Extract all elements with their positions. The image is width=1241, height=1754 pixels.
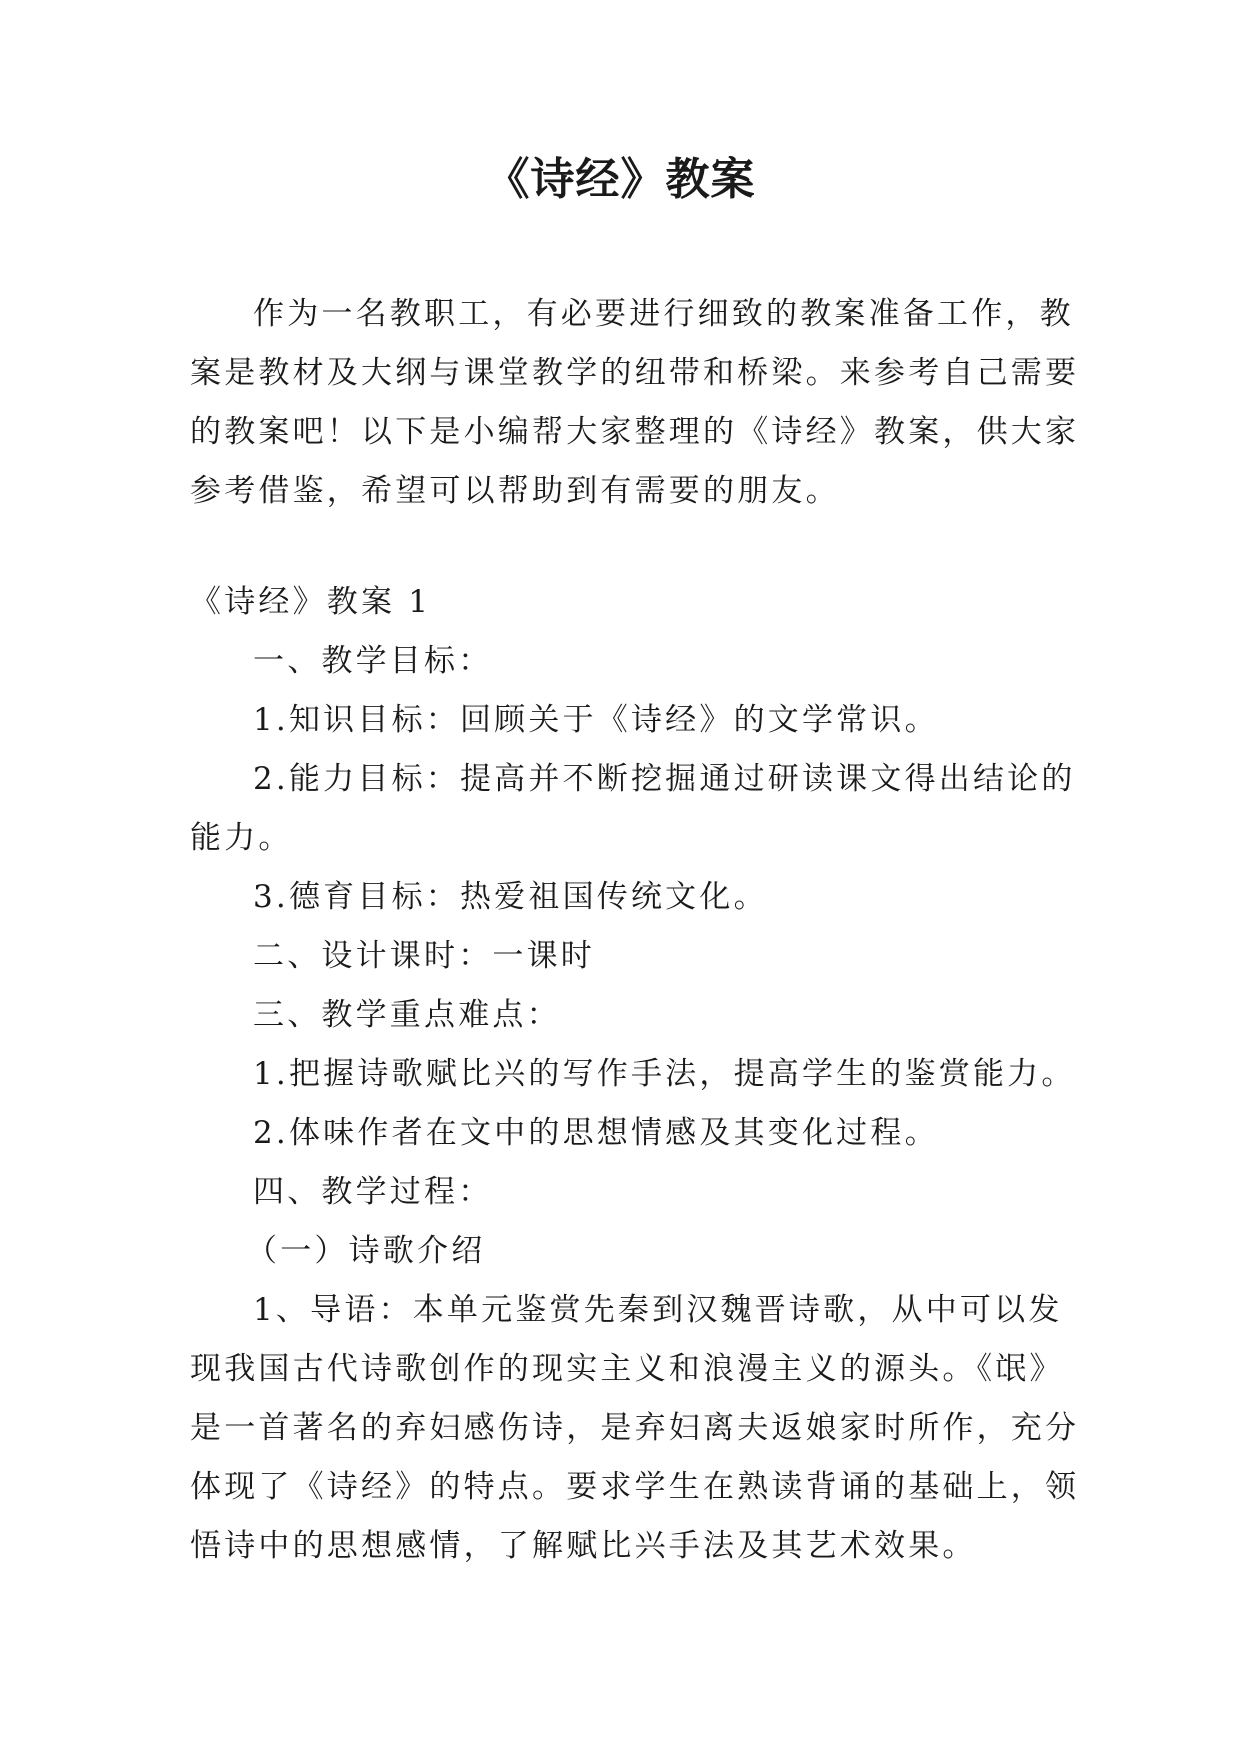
text-line: 四、教学过程： [253, 1174, 493, 1210]
text-line: 现我国古代诗歌创作的现实主义和浪漫主义的源头。《氓》 [190, 1351, 1064, 1387]
text-line: 是一首著名的弃妇感伤诗，是弃妇离夫返娘家时所作，充分 [190, 1410, 1080, 1446]
section-heading: 《诗经》教案 1 [190, 584, 432, 620]
text-line: （一）诗歌介绍 [246, 1233, 486, 1269]
intro-line-2: 案是教材及大纲与课堂教学的纽带和桥梁。来参考自己需要 [190, 355, 1080, 391]
text-line: 三、教学重点难点： [253, 997, 561, 1033]
text-line: 二、设计课时：一课时 [253, 938, 595, 974]
text-line: 1.知识目标：回顾关于《诗经》的文学常识。 [253, 702, 939, 738]
intro-line-3: 的教案吧！以下是小编帮大家整理的《诗经》教案，供大家 [190, 414, 1080, 450]
text-line: 悟诗中的思想感情，了解赋比兴手法及其艺术效果。 [190, 1528, 977, 1564]
document-title: 《诗经》教案 [485, 154, 756, 205]
text-line: 1、导语：本单元鉴赏先秦到汉魏晋诗歌，从中可以发 [253, 1292, 1063, 1328]
text-line: 3.德育目标：热爱祖国传统文化。 [253, 879, 768, 915]
text-line: 能力。 [190, 820, 293, 856]
text-line: 体现了《诗经》的特点。要求学生在熟读背诵的基础上，领 [190, 1469, 1080, 1505]
text-line: 2.能力目标：提高并不断挖掘通过研读课文得出结论的 [253, 761, 1076, 797]
intro-line-1: 作为一名教职工，有必要进行细致的教案准备工作，教 [253, 296, 1074, 332]
text-line: 一、教学目标： [253, 643, 493, 679]
intro-line-4: 参考借鉴，希望可以帮助到有需要的朋友。 [190, 473, 840, 509]
text-line: 2.体味作者在文中的思想情感及其变化过程。 [253, 1115, 939, 1151]
text-line: 1.把握诗歌赋比兴的写作手法，提高学生的鉴赏能力。 [253, 1056, 1076, 1092]
